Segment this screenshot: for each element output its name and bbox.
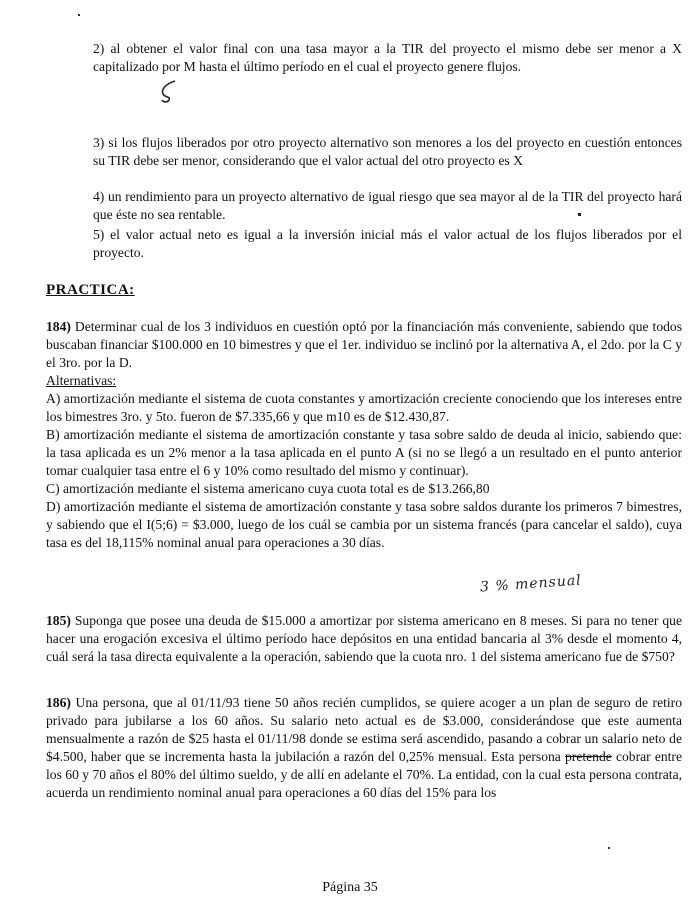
section-heading: PRACTICA: [46, 282, 135, 298]
alternative-d: D) amortización mediante el sistema de amortización constante y tasa sobre saldos durante los primeros 7 bimestres, y sabiendo que el I(5;6) = $3.000, luego de los cuál se cambia por un sistema francés (para cancelar el saldo), cuya tasa es del 18,115% nominal anual para operaciones a 30 días. [46, 499, 682, 550]
list-item-5 [93, 226, 682, 262]
speck-mark [608, 847, 610, 849]
speck-mark [78, 14, 80, 16]
problem-186-struck-word: pretende [565, 749, 612, 764]
problem-186-number: 186) [46, 695, 71, 710]
alternative-b: B) amortización mediante el sistema de amortización constante y tasa sobre saldo de deuda al inicio, sabiendo que: la tasa aplicada es un 2% menor a la tasa aplicada en el punto A (si no se llegó a un resultado en el punto anterior tomar cualquier tasa entre el 6 y 10% como resultado del mismo y continuar). [46, 427, 682, 478]
alternative-c: C) amortización mediante el sistema americano cuya cuota total es de $13.266,80 [46, 481, 490, 496]
problem-186-statement [46, 694, 682, 802]
problem-185-number: 185) [46, 613, 71, 628]
list-item-2-text: 2) al obtener el valor final con una tasa mayor a la TIR del proyecto el mismo debe ser menor a X capitalizado por M hasta el último período en el cual el proyecto genere flujos. [93, 41, 682, 74]
handwritten-note: 3 % mensual [479, 572, 583, 596]
alternative-a: A) amortización mediante el sistema de cuota constantes y amortización creciente conociendo que los intereses entre los bimestres 3ro. y 5to. fueron de $7.335,66 y que m10 es de $12.430,87. [46, 391, 682, 424]
problem-184-statement [46, 318, 682, 372]
problem-186-text-before: Una persona, que al 01/11/93 tiene 50 años recién cumplidos, se quiere acoger a un plan de seguro de retiro privado para jubilarse a los 60 años. Su salario neto actual es de $3.000, considerándose que este aumenta mensualmente a razón de $25 hasta el 01/11/98 donde se estima será ascendido, pasando a cobrar un salario neto de $4.500, haber que se incrementa hasta la jubilación a razón del 0,25% mensual. Esta persona [46, 695, 682, 764]
list-item-2 [93, 40, 682, 76]
list-item-4-text: 4) un rendimiento para un proyecto alternativo de igual riesgo que sea mayor al de la TIR del proyecto hará que éste no sea rentable. [93, 189, 682, 222]
problem-184-number: 184) [46, 319, 71, 334]
handwritten-check-icon [155, 78, 183, 104]
problem-184-text: Determinar cual de los 3 individuos en cuestión optó por la financiación más conveniente, sabiendo que todos buscaban financiar $100.000 en 10 bimestres y que el 1er. individuo se inclinó por la alternativa A, el 2do. por la C y el 3ro. por la D. [46, 319, 682, 370]
problem-185 [46, 612, 682, 666]
problem-186 [46, 694, 682, 802]
problem-186-text-after: cobrar entre los 60 y 70 años el 80% del último sueldo, y de allí en adelante el 70%. La entidad, con la cual esta persona contrata, acuerda un rendimiento nominal anual para operaciones a 60 días del 15% para los [46, 749, 682, 800]
list-item-4 [93, 188, 682, 224]
problem-185-text: Suponga que posee una deuda de $15.000 a amortizar por sistema americano en 8 meses. Si para no tener que hacer una erogación excesiva el último período hace depósitos en una entidad bancaria al 3% desde el momento 4, cuál será la tasa directa equivalente a la operación, sabiendo que la cuota nro. 1 del sistema americano fue de $750? [46, 613, 682, 664]
problem-184 [46, 318, 682, 552]
alternatives-label: Alternativas: [46, 373, 117, 388]
problem-185-statement [46, 612, 682, 666]
speck-mark [578, 213, 581, 216]
page-number: Página 35 [322, 880, 378, 895]
list-item-5-text: 5) el valor actual neto es igual a la inversión inicial más el valor actual de los flujos liberados por el proyecto. [93, 227, 682, 260]
list-item-3-text: 3) si los flujos liberados por otro proyecto alternativo son menores a los del proyecto en cuestión entonces su TIR debe ser menor, considerando que el valor actual del otro proyecto es X [93, 135, 682, 168]
list-item-3 [93, 134, 682, 170]
